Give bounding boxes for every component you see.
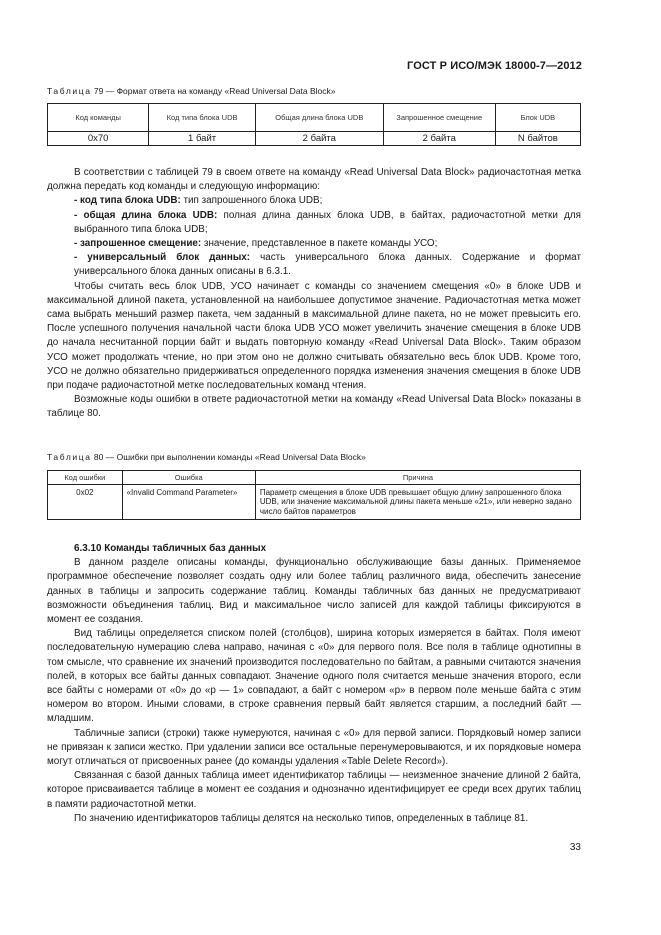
paragraph: Вид таблицы определяется списком полей (столбцов), ширина которых измеряется в байтах. Поля имеют последовательную нумерацию слева направо, начиная с «0» для первого поля. Все поля в таблице однотипны в том смысле, что сравнение их значений производится последовательно по байтам, а равными считаются значения полей, в которых все байты данных совпадают. Значение одного поля считается меньше значения второго, если все байты с номерами от «0» до «p — 1» совпадают, а байт с номером «p» в первом поле меньше байта с этим номером во втором. Иными словами, в строке сравнения первый байт является старшим, а последний байт — младшим. (47, 628, 581, 725)
table-header-row (48, 104, 581, 132)
paragraph: В данном разделе описаны команды, функционально обслуживающие базы данных. Применяемое программное обеспечение позволяет создать одну или более таблиц различного вида, обеспечить занесение данных в таблицы и запросить содержание таблиц. Команды табличных баз данных не предусматривают возможности объединения таблиц. Вид и максимальное число записей для каждой таблицы фиксируются в момент ее создания. (47, 557, 581, 626)
table-header-cell: Блок UDB (495, 104, 580, 132)
table-80 (47, 470, 581, 520)
table-cell: 1 байт (149, 132, 256, 146)
table-79-caption: Таблица 79 — Формат ответа на команду «Read Universal Data Block» (47, 86, 336, 96)
table-header-cell: Общая длина блока UDB (255, 104, 383, 132)
paragraph: Чтобы считать весь блок UDB, УСО начинает с команды со значением смещения «0» в блоке UDB и максимальной длиной пакета, установленной на наибольшее допустимое значение. Радиочастотная метка может сама выбрать меньший размер пакета, чем заданный в максимальной длине пакета, но не может превысить его. После успешного получения начальной части блока UDB УСО может увеличить значение смещения в блоке UDB до начала несчитанной порции байт и выдать повторную команду «Read Universal Data Block». Таким образом УСО может продолжать чтение, но при этом оно не должно считывать обязательно весь блок UDB. Кроме того, УСО не должно обязательно придерживаться определенного порядка изменения значения смещения в блоке UDB при подаче радиочастотной метке последовательных команд чтения. (47, 280, 581, 392)
table-header-cell: Ошибка (122, 471, 255, 485)
table-row (48, 485, 581, 520)
table-header-cell: Запрошенное смещение (383, 104, 495, 132)
table-cell: «Invalid Command Parameter» (122, 485, 255, 520)
table-cell: N байтов (495, 132, 580, 146)
bullet-item: - общая длина блока UDB: полная длина данных блока UDB, в байтах, радиочастотной метки для выбранного типа блока UDB; (74, 209, 581, 235)
paragraph: Табличные записи (строки) также нумеруются, начиная с «0» для первой записи. Порядковый номер записи не привязан к записи жестко. При удалении записи все остальные перенумеровываются, и их порядковые номера могут отличаться от присвоенных ранее (до команды удаления «Table Delete Record»). (47, 727, 581, 768)
table-cell: 0x02 (48, 485, 123, 520)
table-cell: 2 байта (255, 132, 383, 146)
body-text-block-1 (47, 166, 581, 422)
page-number: 33 (569, 842, 581, 853)
table-79 (47, 103, 581, 146)
paragraph: По значению идентификаторов таблицы делятся на несколько типов, определенных в таблице 81. (74, 812, 529, 824)
page-header: ГОСТ Р ИСО/МЭК 18000-7—2012 (407, 60, 582, 72)
paragraph: Возможные коды ошибки в ответе радиочастотной метки на команду «Read Universal Data Block» показаны в таблице 80. (47, 394, 581, 420)
bullet-item: - запрошенное смещение: значение, представленное в пакете команды УСО; (74, 238, 438, 250)
table-cell: 2 байта (383, 132, 495, 146)
table-cell: Параметр смещения в блоке UDB превышает общую длину запрошенного блока UDB, или значение максимальной длины пакета меньше «21», или неверно задано число байтов параметров (255, 485, 580, 520)
table-cell: 0x70 (48, 132, 149, 146)
section-heading: 6.3.10 Команды табличных баз данных (74, 543, 267, 554)
table-header-cell: Код ошибки (48, 471, 123, 485)
paragraph: Связанная с базой данных таблица имеет идентификатор таблицы — неизменное значение длиной 2 байта, которое присваивается таблице в момент ее создания и однозначно идентифицирует ее среди всех других таблиц в памяти радиочастотной метки. (47, 770, 581, 810)
table-row (48, 132, 581, 146)
paragraph: В соответствии с таблицей 79 в своем ответе на команду «Read Universal Data Block» радиочастотная метка должна передать код команды и следующую информацию: (47, 167, 581, 193)
table-80-caption: Таблица 80 — Ошибки при выполнении команды «Read Universal Data Block» (47, 452, 366, 462)
body-text-block-2 (47, 542, 581, 826)
bullet-item: - код типа блока UDB: тип запрошенного блока UDB; (74, 195, 323, 207)
bullet-item: - универсальный блок данных: часть универсального блока данных. Содержание и формат универсального блока данных описаны в 6.3.1. (74, 252, 581, 278)
table-header-cell: Код команды (48, 104, 149, 132)
table-header-cell: Причина (255, 471, 580, 485)
table-header-row (48, 471, 581, 485)
table-header-cell: Код типа блока UDB (149, 104, 256, 132)
